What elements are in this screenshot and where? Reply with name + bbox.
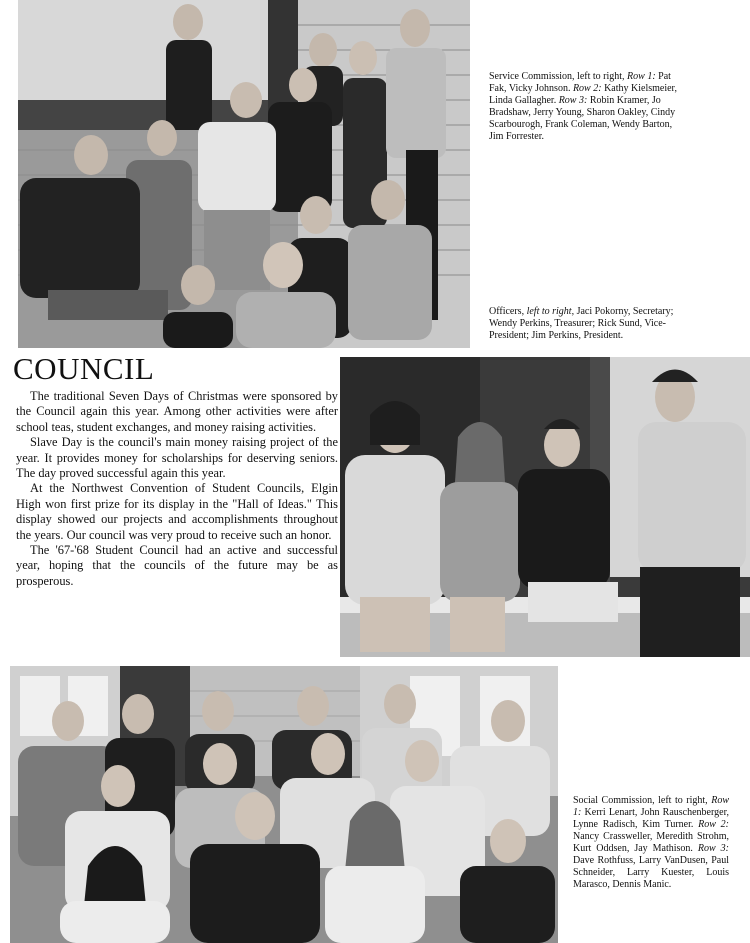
officers-caption-title: Officers, [489,306,525,317]
service-caption-title: Service Commission, left to right, [489,71,625,82]
service-row3-names: Robin Kramer, Jo Bradshaw, Jerry Young, Sharon Oakley, Cindy Scarbourogh, Frank Coleman, Wendy Barton, Jim Forrester. [489,95,676,142]
article-paragraph: The '67-'68 Student Council had an active and successful year, hoping that the councils of the future may be as prosperous. [16,543,338,588]
service-row1-names: Pat Fak, Vicky Johnson. [489,71,671,94]
social-commission-caption [573,795,729,891]
article-paragraph: Slave Day is the council's main money raising project of the year. It provides money for scholarships for deserving seniors. The day proved successful again this year. [16,435,338,481]
social-row2-names: Nancy Crassweller, Meredith Strohm, Kurt Oddsen, Jay Mathison. [573,831,729,854]
service-commission-photo [18,0,470,348]
social-row3-names: Dave Rothfuss, Larry VanDusen, Paul Schneider, Larry Kuester, Louis Marasco, Dennis Manic. [573,855,729,890]
service-row1-label: Row 1: [627,71,656,82]
service-row3-label: Row 3: [558,95,588,106]
social-commission-photo [10,666,558,943]
page-title: COUNCIL [13,351,155,386]
social-caption-title: Social Commission, left to right, [573,795,708,806]
social-row2-label: Row 2: [698,819,730,830]
service-row2-label: Row 2: [572,83,602,94]
article-paragraph: The traditional Seven Days of Christmas were sponsored by the Council again this year. Among other activities were after school teas, student exchanges, and money raising activities. [16,389,338,434]
social-row1-label: Row 1: [573,795,729,818]
article-body [16,389,338,589]
officers-caption [489,306,681,342]
officers-caption-direction: left to right, [526,306,575,317]
social-row1-names: Kerri Lenart, John Rauschenberger, Lynne Radisch, Kim Turner. [573,807,729,830]
social-row3-label: Row 3: [697,843,730,854]
officers-caption-names: Jaci Pokorny, Secretary; Wendy Perkins, Treasurer; Rick Sund, Vice-President; Jim Perkins, President. [489,306,674,341]
officers-photo [340,357,750,657]
service-row2-names: Kathy Kielsmeier, Linda Gallagher. [489,83,677,106]
article-paragraph: At the Northwest Convention of Student Councils, Elgin High won first prize for its display in the "Hall of Ideas." This display showed our projects and accomplishments throughout the years. Our council was very proud to receive such an honor. [16,481,338,542]
service-commission-caption [489,71,679,143]
